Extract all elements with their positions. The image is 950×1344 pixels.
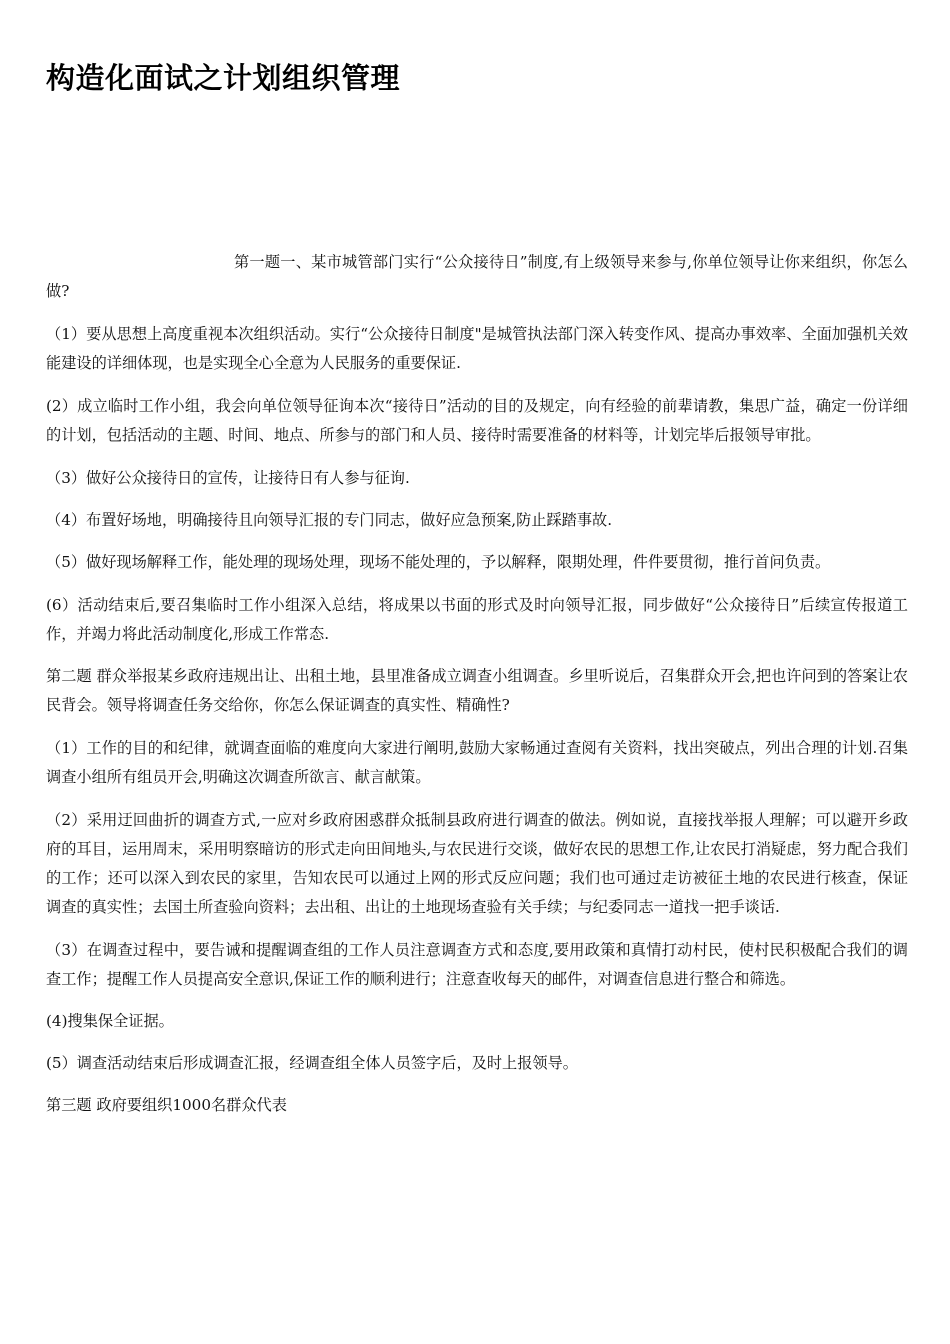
q1-answer-3: （3）做好公众接待日的宣传，让接待日有人参与征询. bbox=[46, 469, 410, 487]
q1-answer-2: (2）成立临时工作小组，我会向单位领导征询本次“接待日”活动的目的及规定，向有经验的前辈请教，集思广益，确定一份详细的计划，包括活动的主题、时间、地点、所参与的部门和人员、接待时需要准备的材料等，计划完毕后报领导审批。 bbox=[46, 397, 908, 444]
document-body bbox=[46, 248, 908, 1120]
q1-answer-1: （1）要从思想上高度重视本次组织活动。实行“公众接待日制度"是城管执法部门深入转变作风、提高办事效率、全面加强机关效能建设的详细体现，也是实现全心全意为人民服务的重要保证. bbox=[46, 325, 908, 372]
question-1-heading: 第一题一、某市城管部门实行“公众接待日”制度,有上级领导来参与,你单位领导让你来组织，你怎么做? bbox=[46, 253, 908, 300]
question-3-heading: 第三题 政府要组织1000名群众代表 bbox=[46, 1096, 287, 1114]
q2-answer-4: (4)搜集保全证据。 bbox=[46, 1012, 174, 1030]
q2-answer-2: （2）采用迂回曲折的调查方式,一应对乡政府困惑群众抵制县政府进行调查的做法。例如说，直接找举报人理解；可以避开乡政府的耳目，运用周末，采用明察暗访的形式走向田间地头,与农民进行交谈，做好农民的思想工作,让农民打消疑虑，努力配合我们的工作；还可以深入到农民的家里，告知农民可以通过上网的形式反应问题；我们也可通过走访被征土地的农民进行核查，保证调查的真实性；去国土所查验向资料；去出租、出让的土地现场查验有关手续；与纪委同志一道找一把手谈话. bbox=[46, 811, 908, 916]
q1-answer-6: (6）活动结束后,要召集临时工作小组深入总结，将成果以书面的形式及时向领导汇报，同步做好“公众接待日”后续宣传报道工作，并竭力将此活动制度化,形成工作常态. bbox=[46, 596, 908, 643]
document-title: 构造化面试之计划组织管理 bbox=[46, 61, 401, 95]
q1-answer-4: （4）布置好场地，明确接待且向领导汇报的专门同志，做好应急预案,防止踩踏事故. bbox=[46, 511, 613, 529]
q2-answer-3: （3）在调查过程中，要告诫和提醒调查组的工作人员注意调查方式和态度,要用政策和真情打动村民，使村民积极配合我们的调查工作；提醒工作人员提高安全意识,保证工作的顺利进行；注意查收每天的邮件，对调查信息进行整合和筛选。 bbox=[46, 941, 908, 988]
q1-answer-5: （5）做好现场解释工作，能处理的现场处理，现场不能处理的，予以解释，限期处理，件件要贯彻，推行首问负责。 bbox=[46, 553, 831, 571]
q2-answer-1: （1）工作的目的和纪律，就调查面临的难度向大家进行阐明,鼓励大家畅通过查阅有关资料，找出突破点，列出合理的计划.召集调查小组所有组员开会,明确这次调查所欲言、献言献策。 bbox=[46, 739, 908, 786]
q2-answer-5: (5）调查活动结束后形成调查汇报，经调查组全体人员签字后，及时上报领导。 bbox=[46, 1054, 578, 1072]
question-2-heading: 第二题 群众举报某乡政府违规出让、出租土地，县里准备成立调查小组调查。乡里听说后，召集群众开会,把也许问到的答案让农民背会。领导将调查任务交给你，你怎么保证调查的真实性、精确性? bbox=[46, 667, 908, 714]
